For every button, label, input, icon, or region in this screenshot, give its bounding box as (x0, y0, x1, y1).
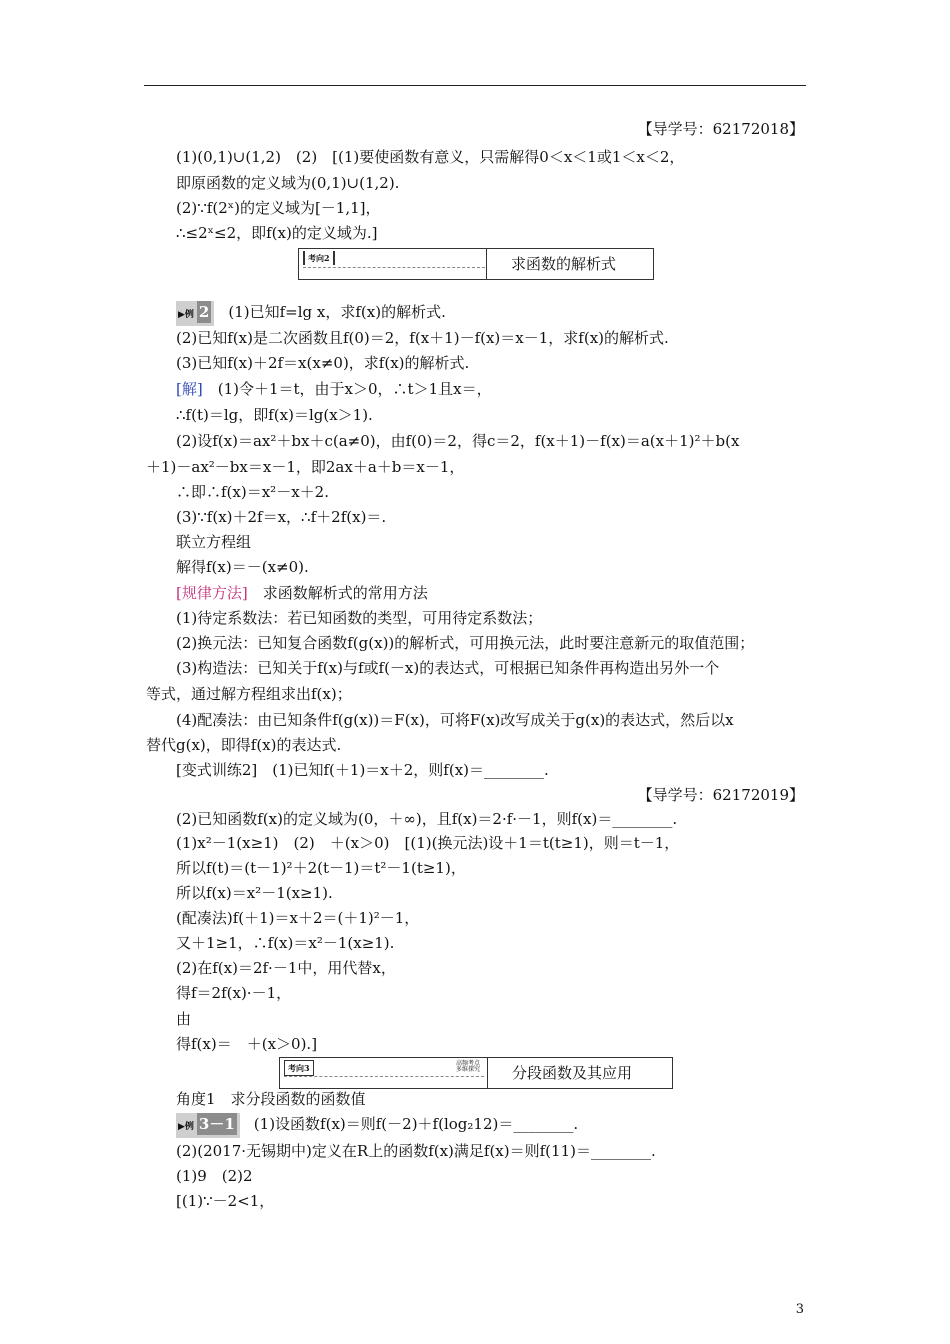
example-3-1-question: ▶例 3－1 (1)设函数f(x)＝则f(－2)＋f(log₂12)＝________. (176, 1113, 578, 1138)
solution-line: ∴即∴f(x)＝x²－x＋2. (176, 483, 329, 501)
variant-answer: 所以f(t)＝(t－1)²＋2(t－1)＝t²－1(t≥1)， (176, 859, 466, 877)
example-line: (2)(2017·无锡期中)定义在R上的函数f(x)满足f(x)＝则f(11)＝________. (176, 1142, 656, 1160)
header-rule (144, 85, 806, 86)
variant-answer: 又＋1≥1，∴f(x)＝x²－1(x≥1). (176, 934, 395, 952)
topic-tag: 考向2 (303, 251, 485, 268)
solution-line: (3)∵f(x)＋2f＝x，∴f＋2f(x)＝. (176, 508, 387, 526)
variant-answer: 所以f(x)＝x²－1(x≥1). (176, 884, 333, 902)
variant-answer: 由 (176, 1010, 192, 1028)
answer-line: (1)9 (2)2 (176, 1167, 253, 1185)
answer-line: 即原函数的定义域为(0,1)∪(1,2). (176, 174, 400, 192)
variant-question: (2)已知函数f(x)的定义域为(0，＋∞)，且f(x)＝2·f·－1，则f(x)＝________. (176, 810, 678, 828)
variant-answer: 得f＝2f(x)·－1， (176, 984, 292, 1002)
solution-line: 解得f(x)＝－(x≠0). (176, 558, 309, 576)
guide-number: 【导学号：62172018】 (637, 120, 804, 138)
method-line: (2)换元法：已知复合函数f(g(x))的解析式，可用换元法，此时要注意新元的取值范围； (176, 634, 755, 652)
method-line: (1)待定系数法：若已知函数的类型，可用待定系数法； (176, 609, 543, 627)
method-line: 替代g(x)，即得f(x)的表达式. (146, 736, 342, 754)
example-label: ▶例 3－1 (176, 1113, 240, 1138)
topic-tag: 考向3 高频考点 多维探究 (284, 1060, 484, 1077)
example-line: (3)已知f(x)＋2f＝x(x≠0)，求f(x)的解析式. (176, 354, 470, 372)
variant-answer: (2)在f(x)＝2f·－1中，用代替x， (176, 959, 396, 977)
angle-heading: 角度1 求分段函数的函数值 (176, 1090, 366, 1108)
page-number: 3 (795, 1302, 804, 1317)
variant-answer: (1)x²－1(x≥1) (2) ＋(x＞0) [(1)(换元法)设＋1＝t(t≥1)，则＝t－1， (176, 834, 680, 852)
solution-line: ＋1)－ax²－bx＝x－1，即2ax＋a＋b＝x－1， (146, 458, 465, 476)
method-line: 等式，通过解方程组求出f(x)； (146, 685, 352, 703)
solution-tag: [解] (176, 380, 203, 398)
variant-answer: (配凑法)f(＋1)＝x＋2＝(＋1)²－1， (176, 909, 420, 927)
method-heading: [规律方法] 求函数解析式的常用方法 (176, 584, 428, 602)
solution-line: (2)设f(x)＝ax²＋bx＋c(a≠0)，由f(0)＝2，得c＝2，f(x＋1)－f(x)＝a(x＋1)²＋b(x (176, 432, 740, 450)
topic-title: 分段函数及其应用 (512, 1064, 633, 1082)
variant-answer: 得f(x)＝ ＋(x＞0).] (176, 1035, 318, 1053)
method-tag: [规律方法] (176, 584, 248, 602)
topic-box-3 (279, 1057, 673, 1089)
topic-subtag: 高频考点 多维探究 (455, 1060, 480, 1073)
variant-question: [变式训练2] (1)已知f(＋1)＝x＋2，则f(x)＝________. (176, 761, 549, 779)
topic-divider (486, 249, 487, 279)
topic-divider (487, 1058, 488, 1088)
solution-line: 联立方程组 (176, 533, 252, 551)
example-line: (2)已知f(x)是二次函数且f(0)＝2，f(x＋1)－f(x)＝x－1，求f(x)的解析式. (176, 329, 669, 347)
topic-box-2 (298, 248, 654, 280)
method-line: (3)构造法：已知关于f(x)与f或f(－x)的表达式，可根据已知条件再构造出另外一个 (176, 659, 720, 677)
answer-line: ∴≤2ˣ≤2，即f(x)的定义域为.] (176, 224, 378, 242)
solution-line: ∴f(t)＝lg，即f(x)＝lg(x＞1). (176, 406, 373, 424)
method-line: (4)配凑法：由已知条件f(g(x))＝F(x)，可将F(x)改写成关于g(x)的表达式，然后以x (176, 711, 734, 729)
solution-line: [解] (1)令＋1＝t，由于x＞0，∴t＞1且x＝， (176, 380, 492, 398)
example-2-question: ▶例 2 (1)已知f=lg x，求f(x)的解析式. (176, 301, 446, 326)
topic-title: 求函数的解析式 (511, 255, 617, 273)
answer-line: (1)(0,1)∪(1,2) (2) [(1)要使函数有意义，只需解得0＜x＜1或1＜x＜2， (176, 148, 685, 166)
guide-number: 【导学号：62172019】 (637, 786, 804, 804)
answer-line: [(1)∵－2<1， (176, 1192, 275, 1210)
answer-line: (2)∵f(2ˣ)的定义域为[－1,1]， (176, 199, 381, 217)
example-label: ▶例 2 (176, 301, 214, 326)
